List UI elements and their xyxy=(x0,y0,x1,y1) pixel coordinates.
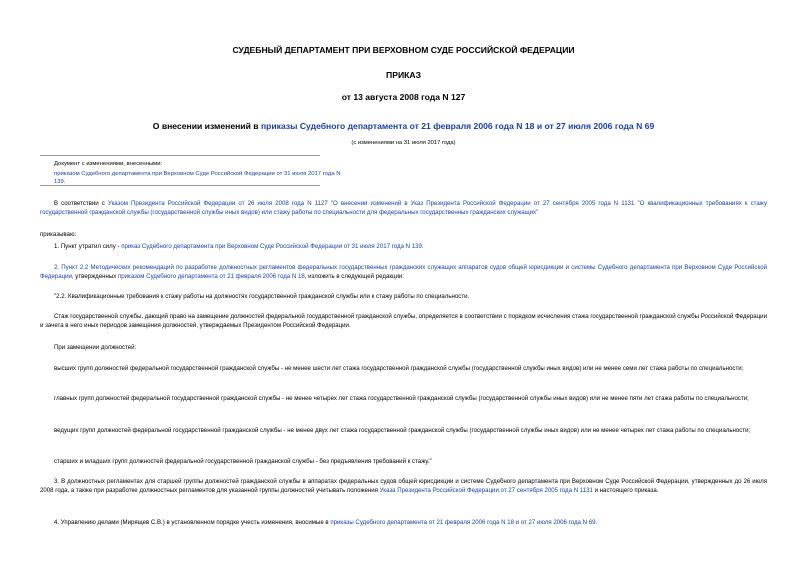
changes-label: Документ с изменениями, внесенными: xyxy=(54,161,163,167)
paragraph-2 xyxy=(40,264,767,281)
paragraph-highest-groups: высших групп должностей федеральной государственной гражданской службы - не менее шести лет стажа государственной гражданской службы (государственной службы иных видов) или не менее семи лет стажа работы по специальности; xyxy=(54,365,744,372)
paragraph-leading-groups: ведущих групп должностей федеральной государственной гражданской службы - не менее двух лет стажа государственной гражданской службы (государственной службы иных видов) или не менее четырех лет стажа работы по специальности; xyxy=(54,427,751,434)
paragraph-2-text-mid: , утвержденных xyxy=(71,272,118,280)
paragraph-2-link-recommendations[interactable]: 2. Пункт 2.2 Методических рекомендаций по разработке должностных регламентов федеральных государственных гражданских служащих аппаратов судов общей юрисдикции и системы Судебного департамента при Верховном Суде Российской Федерации xyxy=(40,264,767,280)
doc-type: ПРИКАЗ xyxy=(386,70,421,80)
paragraph-positions-label: При замещении должностей: xyxy=(54,344,137,351)
preamble-link-decree-1127[interactable]: Указом Президента Российской Федерации от 26 июля 2008 года N 1127 xyxy=(107,200,328,207)
paragraph-3-link-decree-1131[interactable]: Указа Президента Российской Федерации от 27 сентября 2005 года N 1131 xyxy=(379,486,593,494)
paragraph-quote-2-2: "2.2. Квалификационные требования к стажу работы на должностях государственной гражданской службы или к стажу работы по специальности. xyxy=(54,293,470,300)
preamble-text-mid: "О внесении изменений в xyxy=(327,200,411,207)
preamble-text-end: "О квалификационных требованиях к стажу государственной гражданской службы (государственной службы иных видов) или стажу работы по специальности для федеральных государственных гражданских служащих" xyxy=(40,200,767,216)
paragraph-main-groups: главных групп должностей федеральной государственной гражданской службы - не менее четырех лет стажа государственной гражданской службы (государственной службы иных видов) или не менее пяти лет стажа работы по специальности; xyxy=(54,395,749,402)
preamble-text: В соответствии с xyxy=(54,200,108,207)
doc-date: от 13 августа 2008 года N 127 xyxy=(341,92,466,102)
paragraph-service-length: Стаж государственной службы, дающий право на замещение должностей федеральной государственной гражданской службы, определяется в соответствии с порядком исчисления стажа государственной гражданской службы Российской Федерации и зачета в него иных периодов замещения должностей, утверждаемых Президентом Российской Федерации. xyxy=(40,313,767,329)
paragraph-1 xyxy=(40,243,767,252)
paragraph-4-text-end: . xyxy=(595,519,598,526)
doc-title xyxy=(40,120,767,132)
preamble-link-decree-1131[interactable]: Указ Президента Российской Федерации от 27 сентября 2005 года N 1131 xyxy=(410,200,635,207)
paragraph-4 xyxy=(40,519,767,528)
court-name: СУДЕБНЫЙ ДЕПАРТАМЕНТ ПРИ ВЕРХОВНОМ СУДЕ РОССИЙСКОЙ ФЕДЕРАЦИИ xyxy=(232,45,575,55)
paragraph-3-text: 3. В должностных регламентах для старшей группы должностей гражданской службы в аппаратах федеральных судов общей юрисдикции и системе Судебного департамента при Верховном Суде Российской Федерации, утвержденных до 26 июля 2008 года, а также при разработке должностных регламентов для указанной группы должностей учитывать положения xyxy=(40,478,767,494)
paragraph-1-text: 1. Пункт утратил силу - xyxy=(54,243,122,250)
orders-label: приказываю: xyxy=(40,231,77,238)
revision-note: (с изменениями на 31 июля 2017 года) xyxy=(351,140,456,146)
paragraph-preamble xyxy=(40,200,767,217)
divider-bottom xyxy=(40,185,320,186)
paragraph-senior-junior-groups: старших и младших групп должностей федеральной государственной гражданской службы - без предъявления требований к стажу." xyxy=(54,458,432,465)
doc-title-link[interactable]: приказы Судебного департамента от 21 февраля 2006 года N 18 и от 27 июля 2006 года N 69 xyxy=(260,121,655,131)
paragraph-3-text-end: и настоящего приказа. xyxy=(592,486,659,494)
paragraph-4-text: 4. Управлению делами (Мирящев С.В.) в установленном порядке учесть изменения, вносимые в xyxy=(54,519,331,526)
changes-link[interactable]: приказом Судебного департамента при Верховном Суде Российской Федерации от 31 июля 2017 года N 139. xyxy=(54,171,341,186)
paragraph-4-link-orders[interactable]: приказы Судебного департамента от 21 февраля 2006 года N 18 и от 27 июля 2006 года N 69 xyxy=(330,519,596,526)
paragraph-3 xyxy=(40,478,767,495)
paragraph-1-link[interactable]: приказ Судебного департамента при Верховном Суде Российской Федерации от 31 июля 2017 года N 139. xyxy=(121,243,424,250)
doc-title-text: О внесении изменений в xyxy=(152,121,261,131)
paragraph-2-text-end: , изложить в следующей редакции: xyxy=(304,272,404,280)
divider-top xyxy=(40,155,320,156)
paragraph-2-link-order-18[interactable]: приказом Судебного департамента от 21 февраля 2006 года N 18 xyxy=(117,272,305,280)
